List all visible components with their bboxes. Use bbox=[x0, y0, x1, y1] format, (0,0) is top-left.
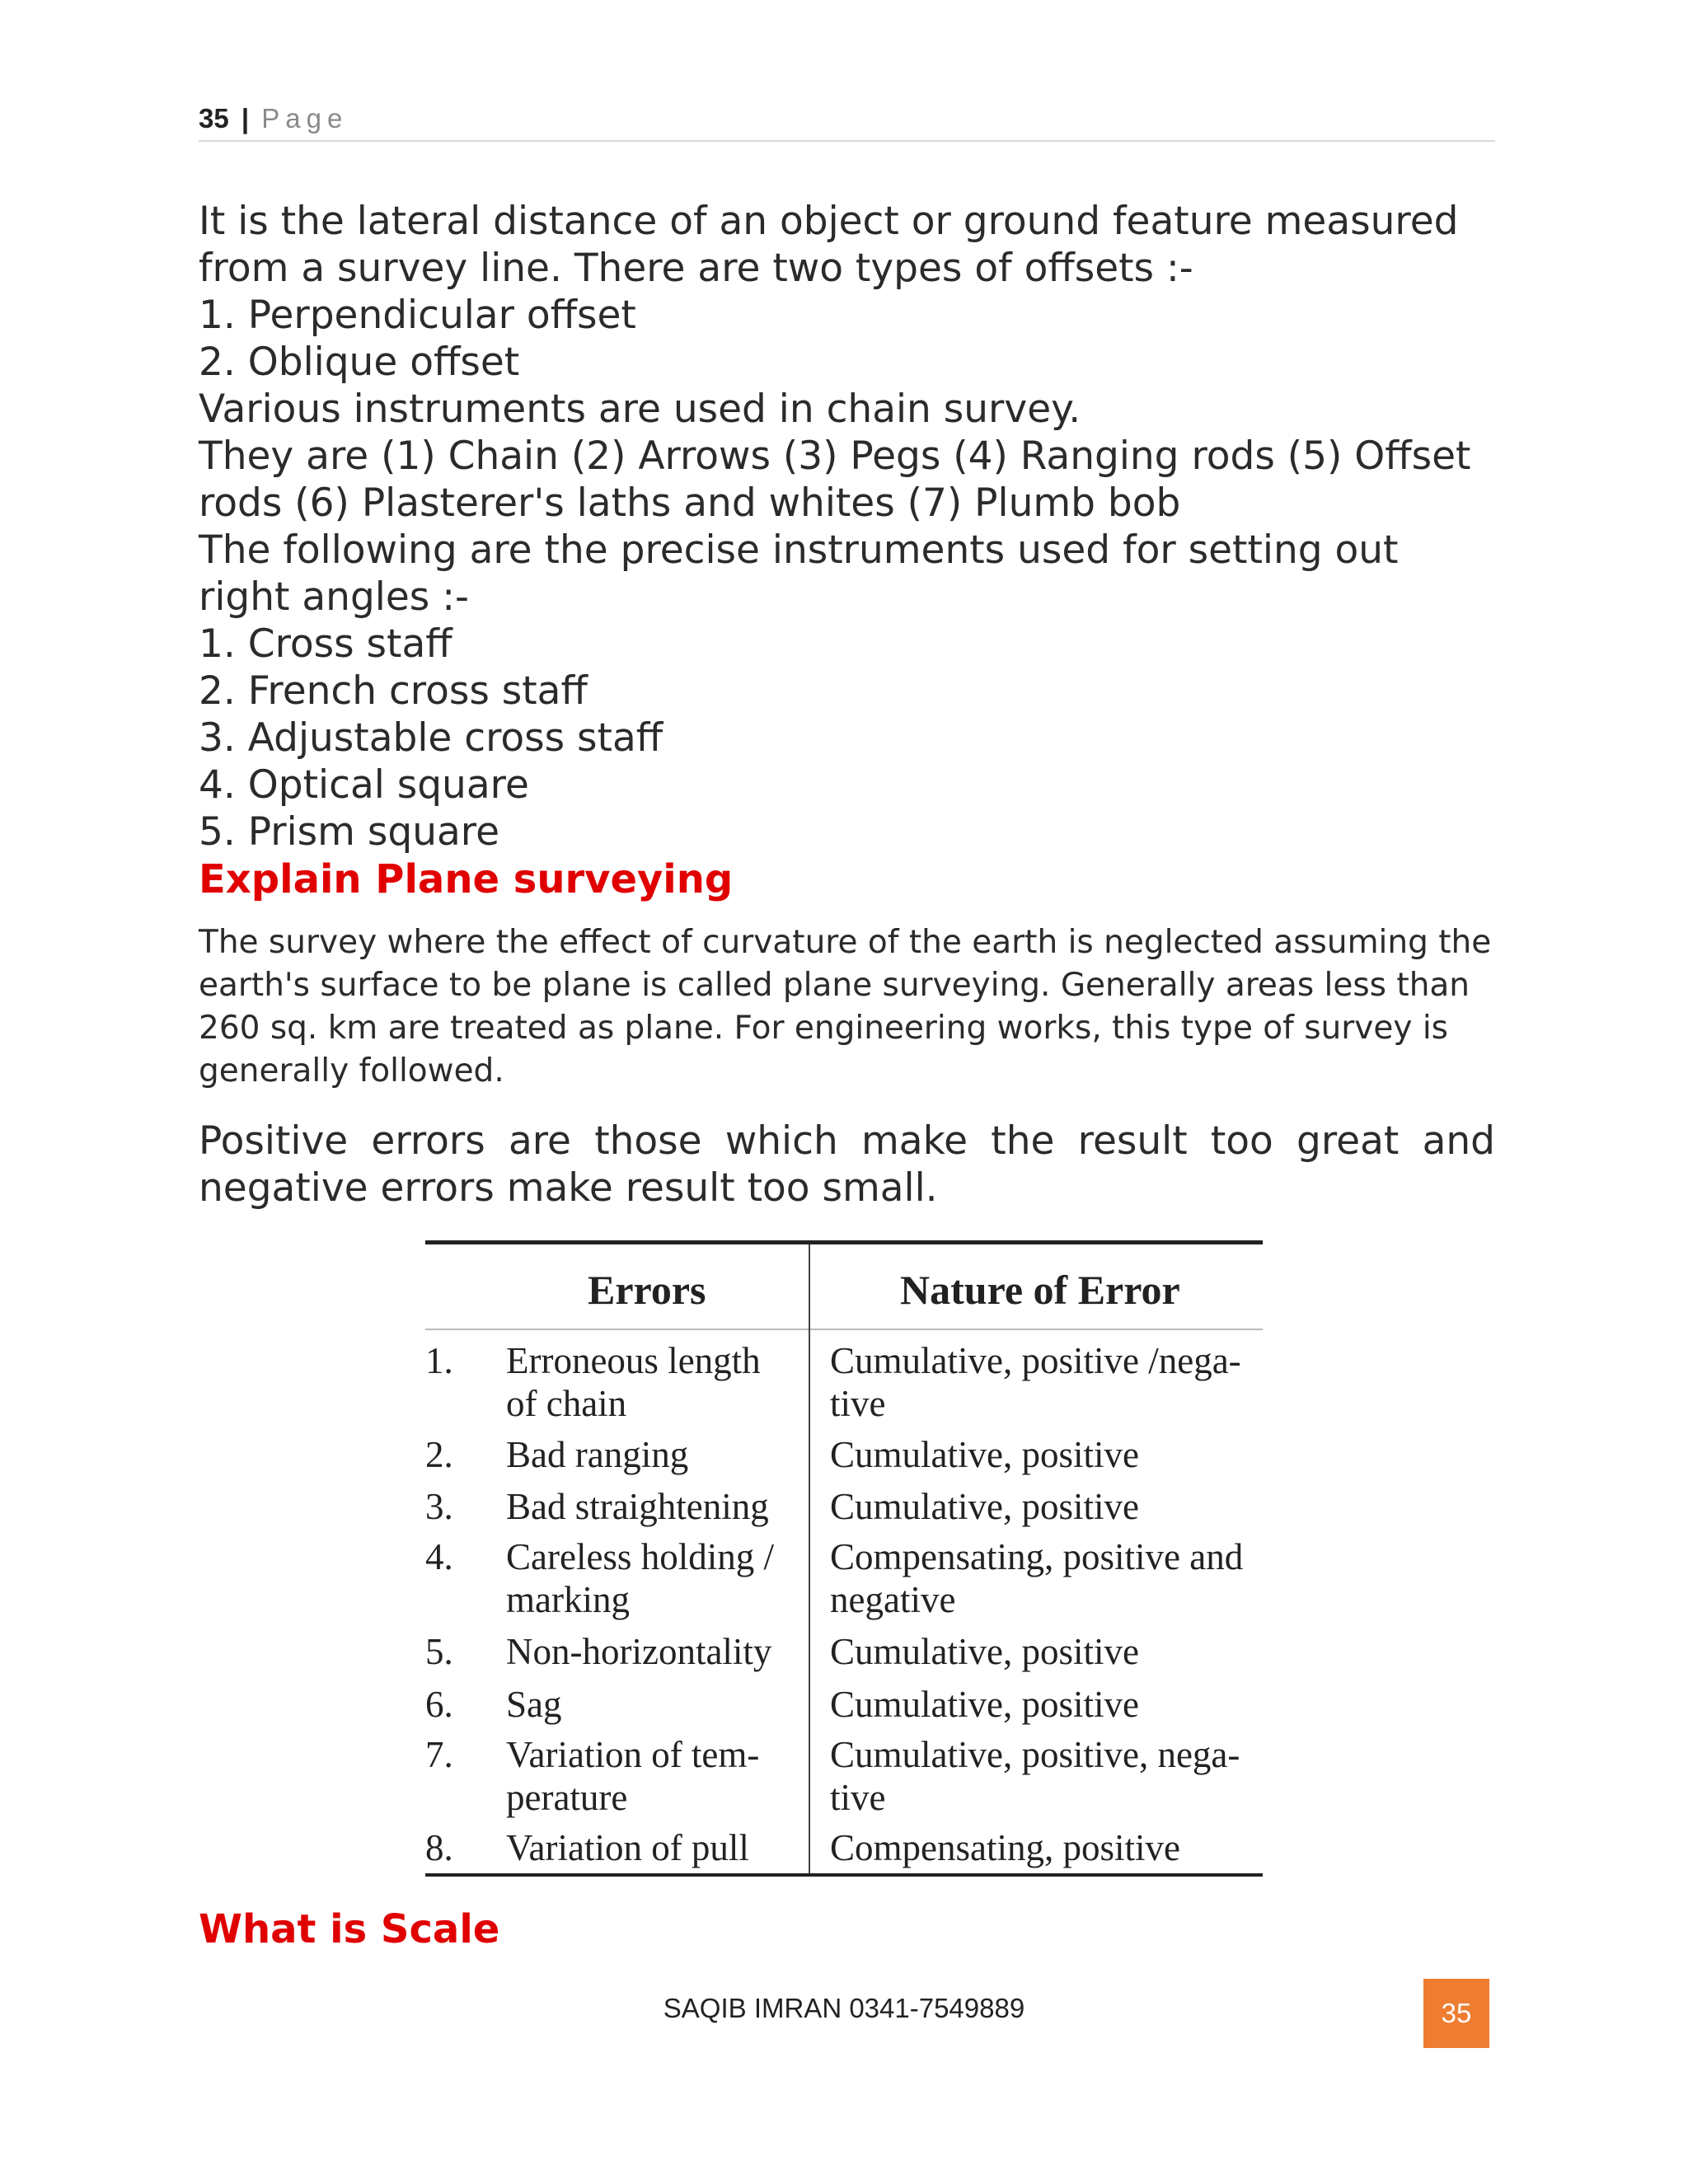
text-line: They are (1) Chain (2) Arrows (3) Pegs (4) Ranging rods (5) Offset bbox=[199, 434, 1471, 479]
row-nature: Cumulative, positive bbox=[830, 1434, 1139, 1475]
row-error: Variation of pull bbox=[506, 1827, 749, 1868]
row-nature: Cumulative, positive /nega-tive bbox=[830, 1340, 1241, 1424]
row-nature: Cumulative, positive bbox=[830, 1631, 1139, 1672]
row-number: 1. bbox=[425, 1340, 453, 1381]
heading-plane-surveying: Explain Plane surveying bbox=[199, 856, 734, 902]
plane-surveying-paragraph: The survey where the effect of curvature of the earth is neglected assuming the earth's surface to be plane is called plane surveying. Generally areas less than 260 sq. km are treated as plane. For engineering works, this type of survey is generally followed. bbox=[199, 924, 1492, 1090]
row-number: 4. bbox=[425, 1536, 453, 1577]
footer-author: SAQIB IMRAN 0341-7549889 bbox=[663, 1993, 1025, 2023]
row-error: Bad straightening bbox=[506, 1486, 769, 1527]
row-number: 3. bbox=[425, 1486, 453, 1527]
list-item: 3. Adjustable cross staff bbox=[199, 715, 663, 761]
list-item: 4. Optical square bbox=[199, 762, 529, 808]
text-line: right angles :- bbox=[199, 574, 469, 620]
row-error: Bad ranging bbox=[506, 1434, 689, 1475]
errors-table bbox=[425, 1240, 1263, 1875]
row-number: 5. bbox=[425, 1631, 453, 1672]
row-nature: Cumulative, positive bbox=[830, 1684, 1139, 1725]
list-item: 1. Perpendicular offset bbox=[199, 293, 636, 338]
table-column-divider bbox=[809, 1244, 810, 1873]
page-content bbox=[199, 198, 1495, 1212]
table-bottom-rule bbox=[425, 1873, 1263, 1877]
list-item: 1. Cross staff bbox=[199, 621, 452, 667]
row-nature: Compensating, positive and negative bbox=[830, 1536, 1244, 1620]
footer-page-number-box: 35 bbox=[1423, 1979, 1489, 2048]
header-page-number: 35 bbox=[199, 103, 229, 134]
heading-what-is-scale: What is Scale bbox=[199, 1906, 500, 1952]
row-nature: Cumulative, positive bbox=[830, 1486, 1139, 1527]
table-top-rule bbox=[425, 1240, 1263, 1244]
row-error: Careless holding / marking bbox=[506, 1536, 774, 1620]
text-line: rods (6) Plasterer's laths and whites (7) Plumb bob bbox=[199, 480, 1181, 526]
text-line: It is the lateral distance of an object or ground feature measured bbox=[199, 199, 1459, 244]
row-error: Sag bbox=[506, 1684, 562, 1725]
text-line: Various instruments are used in chain survey. bbox=[199, 387, 1081, 432]
list-item: 2. Oblique offset bbox=[199, 340, 520, 385]
header-page-label: Page bbox=[261, 103, 349, 134]
text-line: from a survey line. There are two types of offsets :- bbox=[199, 246, 1193, 291]
row-number: 6. bbox=[425, 1684, 453, 1725]
header-separator: | bbox=[241, 103, 250, 134]
row-nature: Compensating, positive bbox=[830, 1827, 1180, 1868]
row-nature: Cumulative, positive, nega-tive bbox=[830, 1734, 1240, 1818]
list-item: 2. French cross staff bbox=[199, 668, 588, 714]
column-header-errors: Errors bbox=[588, 1267, 706, 1313]
row-number: 8. bbox=[425, 1827, 453, 1868]
row-number: 2. bbox=[425, 1434, 453, 1475]
text-line: The following are the precise instruments used for setting out bbox=[199, 527, 1399, 573]
row-error: Erroneous length of chain bbox=[506, 1340, 761, 1424]
errors-paragraph: Positive errors are those which make the result too great and negative errors make result too small. bbox=[199, 1118, 1495, 1211]
column-header-nature: Nature of Error bbox=[900, 1267, 1180, 1313]
page-header bbox=[199, 97, 1495, 142]
row-error: Non-horizontality bbox=[506, 1631, 772, 1672]
table-header-rule bbox=[425, 1329, 1263, 1330]
row-number: 7. bbox=[425, 1734, 453, 1775]
row-error: Variation of tem-perature bbox=[506, 1734, 760, 1818]
list-item: 5. Prism square bbox=[199, 809, 500, 855]
